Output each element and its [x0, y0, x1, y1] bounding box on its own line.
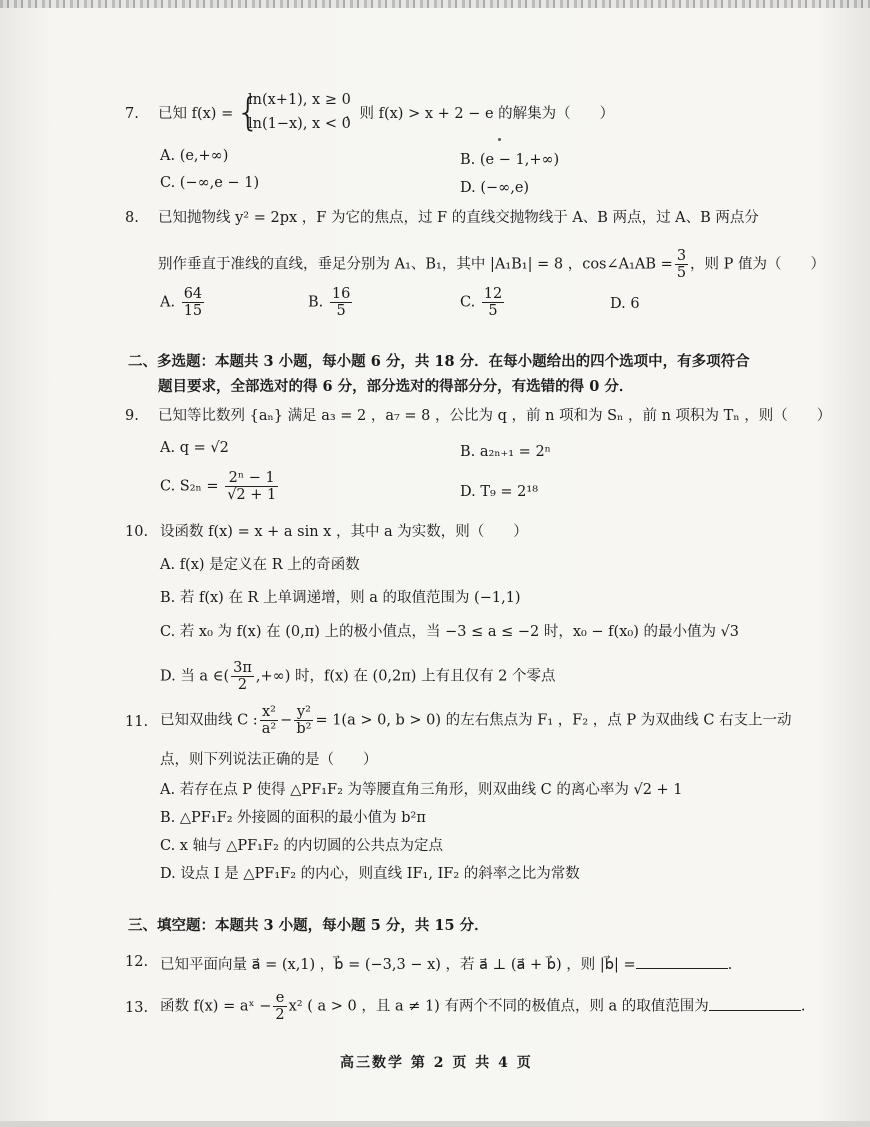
question-12-text: 已知平面向量 a⃗ = (x,1) ，b⃗ = (−3,3 − x) ，若 a⃗ ⊥ (a⃗ + b⃗) ，则 |b⃗| = [160, 957, 636, 973]
question-11-number: 11. [125, 714, 149, 730]
scan-speck [498, 138, 501, 141]
question-10-stem: 设函数 f(x) = x + a sin x ，其中 a 为实数，则（ ） [160, 524, 528, 540]
question-7-option-b: B. (e − 1,+∞) [460, 152, 560, 168]
option-b-denominator: 5 [336, 303, 346, 319]
question-8-line-2-end: ，则 P 值为（ ） [690, 256, 826, 273]
question-7-case-2: ln(1−x), x < 0 [248, 116, 351, 132]
question-13-text-end: x² ( a > 0 ，且 a ≠ 1) 有两个不同的极值点，则 a 的取值范围为 [288, 998, 709, 1015]
option-d-paren: ( [223, 668, 230, 685]
question-7-option-a: A. (e,+∞) [160, 148, 229, 164]
question-8-number: 8. [125, 210, 139, 226]
question-11-stem-start: 已知双曲线 C : [160, 712, 258, 729]
question-11-option-c: C. x 轴与 △PF₁F₂ 的内切圆的公共点为定点 [160, 838, 443, 854]
question-10-option-d [160, 660, 556, 693]
question-8-option-b [308, 286, 354, 319]
option-c-numerator: 12 [483, 286, 503, 302]
question-9-option-a: A. q = √2 [160, 440, 229, 456]
option-c-label: C. [460, 294, 476, 311]
question-12-stem [160, 952, 732, 975]
question-12-end: . [727, 957, 733, 973]
question-11-option-a: A. 若存在点 P 使得 △PF₁F₂ 为等腰直角三角形，则双曲线 C 的离心率为 √2 + 1 [160, 782, 683, 798]
option-c-denominator: √2 + 1 [227, 487, 277, 503]
question-10-option-b: B. 若 f(x) 在 R 上单调递增，则 a 的取值范围为 (−1,1) [160, 590, 521, 606]
question-8-option-d: D. 6 [610, 296, 640, 312]
answer-blank-12[interactable] [636, 952, 728, 969]
option-c-fraction [225, 470, 278, 503]
cos-fraction [675, 248, 688, 281]
option-c-label: C. S₂ₙ = [160, 478, 219, 495]
option-b-fraction [330, 286, 352, 319]
question-10-option-c: C. 若 x₀ 为 f(x) 在 (0,π) 上的极小值点，当 −3 ≤ a ≤ −2 时，x₀ − f(x₀) 的最小值为 √3 [160, 624, 740, 640]
question-7-prefix: 已知 f(x) = [158, 106, 234, 122]
e-fraction-denominator: 2 [275, 1007, 285, 1023]
option-c-denominator: 5 [488, 303, 498, 319]
question-9-option-c [160, 470, 280, 503]
option-b-numerator: 16 [331, 286, 351, 302]
question-9-option-d: D. T₉ = 2¹⁸ [460, 484, 539, 500]
page-footer: 高三数学 第 2 页 共 4 页 [340, 1055, 533, 1071]
question-7-number: 7. [125, 106, 139, 122]
question-11-stem [160, 704, 792, 737]
y-fraction-numerator: y² [294, 704, 313, 721]
question-10-option-a: A. f(x) 是定义在 R 上的奇函数 [160, 557, 360, 573]
question-11-option-d: D. 设点 I 是 △PF₁F₂ 的内心，则直线 IF₁, IF₂ 的斜率之比为常数 [160, 866, 580, 882]
e-over-2-fraction [273, 990, 286, 1023]
question-11-stem-end: = 1(a > 0, b > 0) 的左右焦点为 F₁ ，F₂ ，点 P 为双曲线 C 右支上一动 [315, 712, 792, 729]
question-7-option-c: C. (−∞,e − 1) [160, 175, 260, 191]
minus-sign: − [280, 712, 293, 729]
x-squared-fraction [260, 704, 278, 737]
option-a-denominator: 15 [183, 303, 203, 319]
question-7-case-1: ln(x+1), x ≥ 0 [248, 92, 351, 108]
question-8-option-c [460, 286, 506, 319]
y-fraction-denominator: b² [296, 721, 312, 737]
section-3-heading: 三、填空题：本题共 3 小题，每小题 5 分，共 15 分． [128, 917, 489, 934]
option-c-fraction [482, 286, 504, 319]
option-a-label: A. [160, 294, 176, 311]
scan-bottom-edge [0, 1121, 870, 1127]
x-fraction-numerator: x² [260, 704, 278, 721]
question-10-number: 10. [125, 524, 149, 540]
cos-fraction-numerator: 3 [676, 248, 687, 264]
option-d-denominator: 2 [237, 677, 248, 693]
option-b-label: B. [308, 294, 324, 311]
question-7-option-d: D. (−∞,e) [460, 180, 530, 196]
option-d-text: D. 当 a ∈ [160, 668, 224, 685]
question-8-line-2 [158, 248, 825, 281]
question-13-number: 13. [125, 1000, 149, 1016]
scan-top-edge [0, 0, 870, 8]
question-7-suffix: ，则 f(x) > x + 2 − e 的解集为（ ） [345, 106, 615, 122]
question-8-line-2-text: 别作垂直于准线的直线，垂足分别为 A₁、B₁，其中 |A₁B₁| = 8 ，cos∠A₁AB = [158, 256, 673, 273]
option-a-fraction [182, 286, 204, 319]
question-9-option-b: B. a₂ₙ₊₁ = 2ⁿ [460, 444, 551, 460]
question-11-line-2: 点，则下列说法正确的是（ ） [160, 752, 378, 768]
question-11-option-b: B. △PF₁F₂ 外接圆的面积的最小值为 b²π [160, 810, 426, 826]
piecewise-brace: { [236, 90, 261, 134]
question-9-number: 9. [125, 408, 139, 424]
question-13-stem [160, 990, 805, 1023]
section-2-heading-line-1: 二、多选题：本题共 3 小题，每小题 6 分，共 18 分．在每小题给出的四个选项中，有多项符合 [128, 353, 750, 370]
option-a-numerator: 64 [183, 286, 203, 302]
question-8-option-a [160, 286, 206, 319]
option-c-numerator: 2ⁿ − 1 [225, 470, 278, 487]
section-2-heading-line-2: 题目要求，全部选对的得 6 分，部分选对的得部分分，有选错的得 0 分． [158, 378, 634, 395]
option-d-fraction [231, 660, 254, 693]
question-8-line-1: 已知抛物线 y² = 2px ，F 为它的焦点，过 F 的直线交抛物线于 A、B 两点，过 A、B 两点分 [158, 210, 759, 226]
cos-fraction-denominator: 5 [676, 265, 687, 281]
question-12-number: 12. [125, 954, 149, 970]
x-fraction-denominator: a² [261, 721, 277, 737]
question-13-end: . [800, 998, 806, 1015]
question-13-text-start: 函数 f(x) = aˣ − [160, 998, 272, 1015]
question-9-stem: 已知等比数列 {aₙ} 满足 a₃ = 2 ，a₇ = 8 ，公比为 q ，前 n 项和为 Sₙ ，前 n 项积为 Tₙ ，则（ ） [158, 408, 832, 424]
e-fraction-numerator: e [273, 990, 286, 1007]
option-d-end: ,+∞) 时，f(x) 在 (0,2π) 上有且仅有 2 个零点 [255, 668, 556, 685]
option-d-numerator: 3π [233, 660, 252, 676]
y-squared-fraction [294, 704, 313, 737]
answer-blank-13[interactable] [709, 994, 801, 1011]
